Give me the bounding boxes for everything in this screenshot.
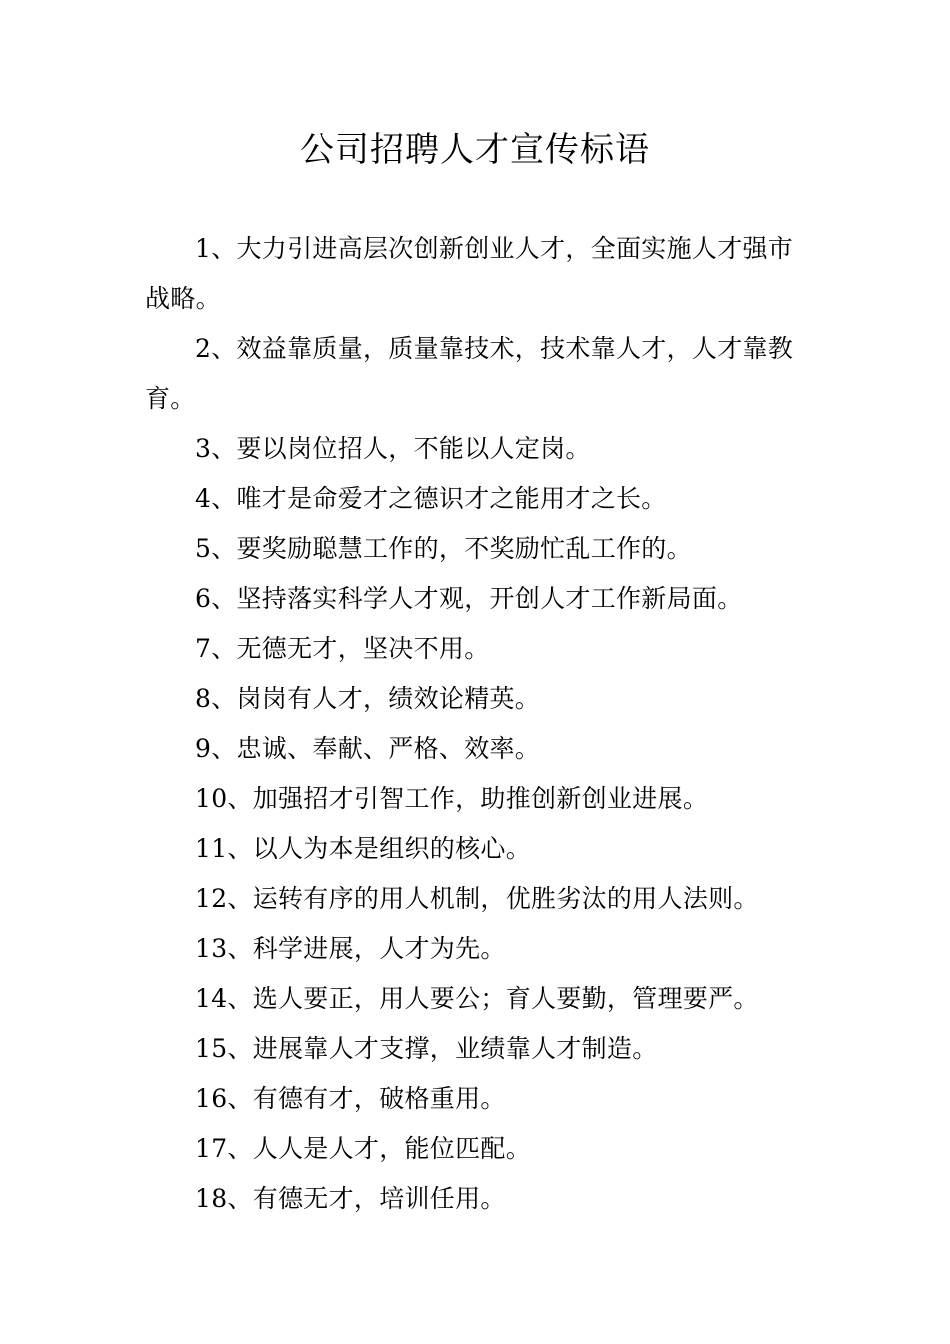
slogan-item: 7、无德无才，坚决不用。 <box>195 634 490 663</box>
slogan-item: 5、要奖励聪慧工作的，不奖励忙乱工作的。 <box>195 534 692 563</box>
slogan-item: 8、岗岗有人才，绩效论精英。 <box>195 684 541 713</box>
slogan-item: 15、进展靠人才支撑，业绩靠人才制造。 <box>195 1034 658 1063</box>
slogan-item: 10、加强招才引智工作，助推创新创业进展。 <box>195 784 709 813</box>
slogan-item: 17、人人是人才，能位匹配。 <box>195 1134 532 1163</box>
slogan-list <box>145 224 810 1224</box>
slogan-item: 13、科学进展，人才为先。 <box>195 934 506 963</box>
slogan-item: 4、唯才是命爱才之德识才之能用才之长。 <box>195 484 667 513</box>
slogan-item: 6、坚持落实科学人才观，开创人才工作新局面。 <box>195 584 743 613</box>
slogan-item: 12、运转有序的用人机制，优胜劣汰的用人法则。 <box>195 884 759 913</box>
slogan-item: 1、大力引进高层次创新创业人才，全面实施人才强市战略。 <box>145 234 794 313</box>
slogan-item: 9、忠诚、奉献、严格、效率。 <box>195 734 541 763</box>
slogan-item: 11、以人为本是组织的核心。 <box>195 834 532 863</box>
slogan-item: 18、有德无才，培训任用。 <box>195 1184 506 1213</box>
slogan-item: 16、有德有才，破格重用。 <box>195 1084 506 1113</box>
page-title: 公司招聘人才宣传标语 <box>300 130 650 170</box>
slogan-item: 3、要以岗位招人，不能以人定岗。 <box>195 434 591 463</box>
slogan-item: 14、选人要正，用人要公；育人要勤，管理要严。 <box>195 984 759 1013</box>
slogan-item: 2、效益靠质量，质量靠技术，技术靠人才，人才靠教育。 <box>145 334 794 413</box>
